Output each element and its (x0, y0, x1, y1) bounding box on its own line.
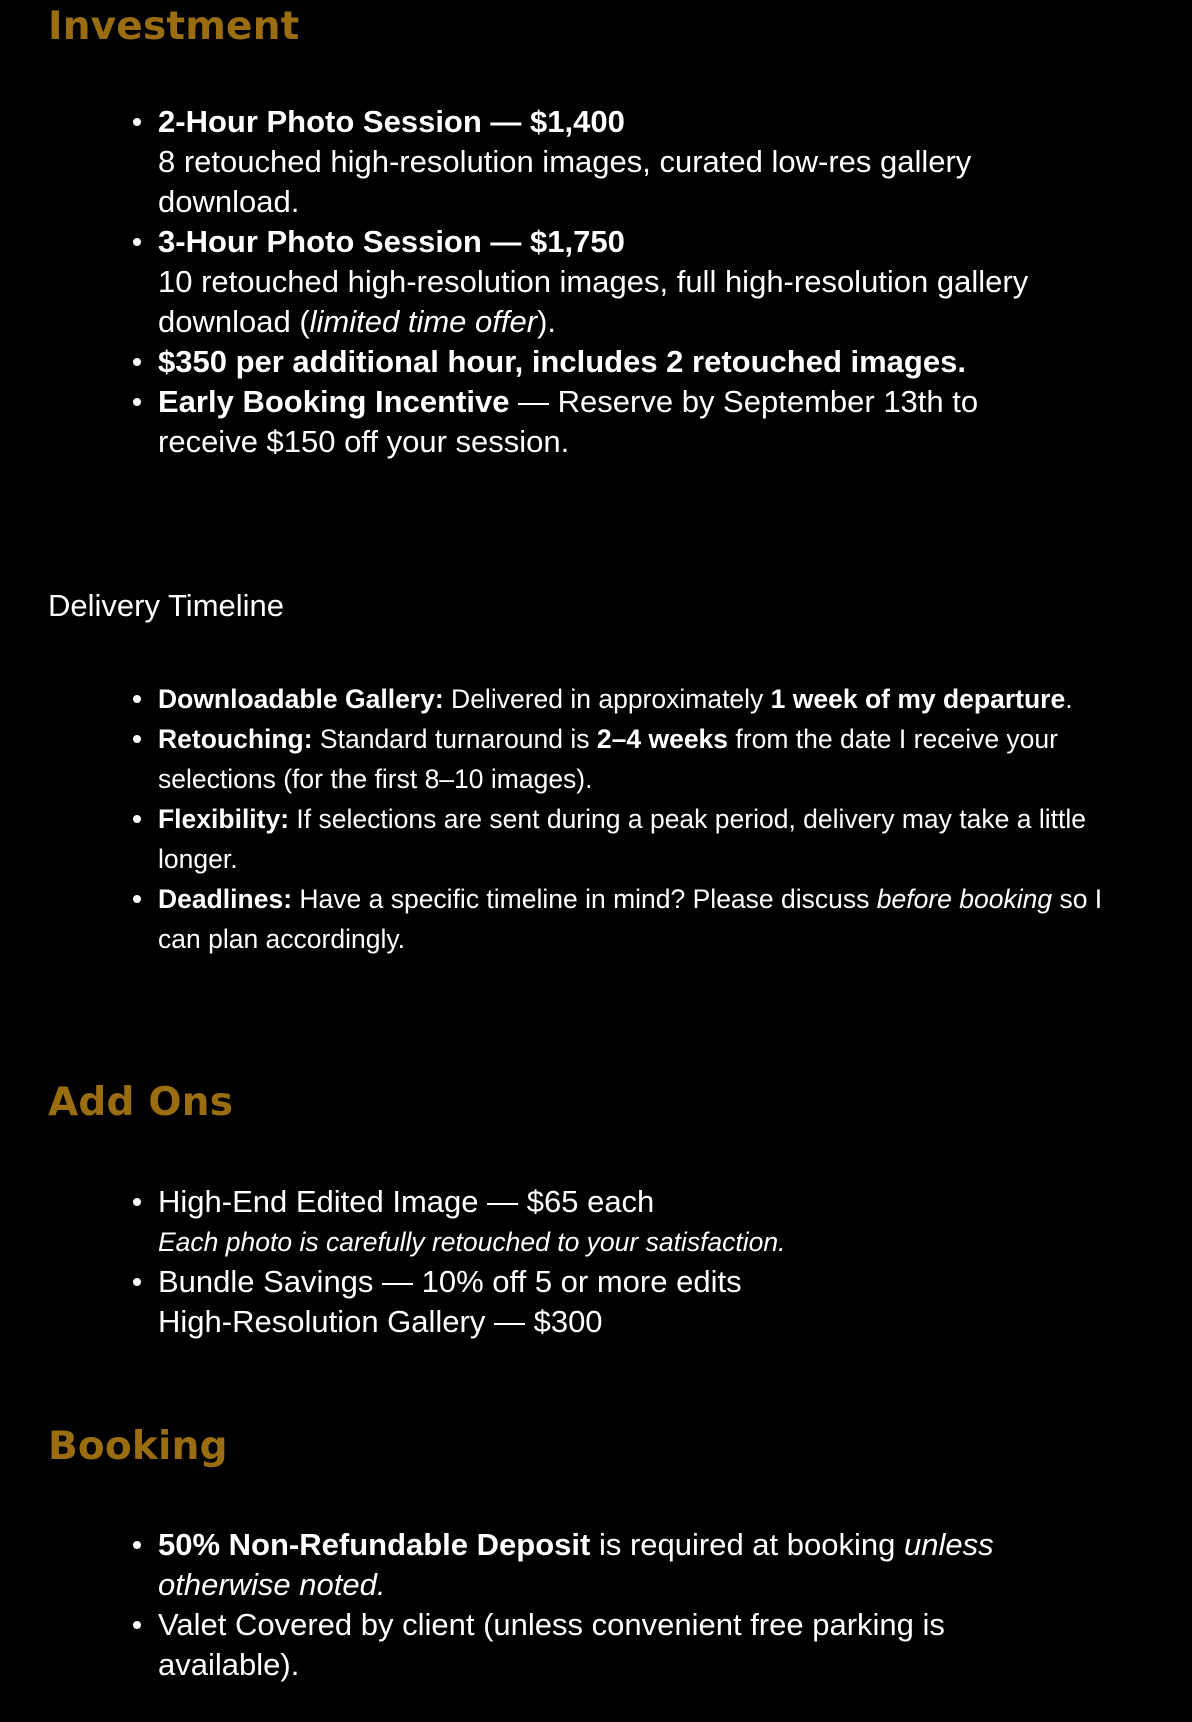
item-title: 3-Hour Photo Session — $1,750 (158, 224, 625, 259)
list-item: Downloadable Gallery: Delivered in approximately 1 week of my departure. (158, 679, 1108, 719)
limited-offer-note: limited time offer (309, 304, 538, 339)
list-item (158, 382, 1038, 462)
item-label: Flexibility: (158, 804, 290, 834)
item-description: 10 retouched high-resolution images, full high-resolution gallery download (limited time offer). (158, 264, 1029, 339)
list-item (158, 1262, 1038, 1342)
item-title: Early Booking Incentive (158, 384, 510, 419)
list-item (158, 342, 1038, 382)
list-item: Deadlines: Have a specific timeline in mind? Please discuss before booking so I can plan accordingly. (158, 879, 1108, 959)
list-item (158, 1182, 1038, 1262)
delivery-heading: Delivery Timeline (48, 588, 285, 623)
item-description: 8 retouched high-resolution images, curated low-res gallery download. (158, 144, 972, 219)
item-title: High-End Edited Image — $65 each (158, 1184, 655, 1219)
list-item (158, 102, 1038, 222)
delivery-list (158, 679, 1108, 959)
item-title: High-Resolution Gallery — $300 (158, 1304, 603, 1339)
item-label: Deadlines: (158, 884, 293, 914)
booking-list (158, 1525, 1038, 1685)
item-title: 2-Hour Photo Session — $1,400 (158, 104, 625, 139)
list-item (158, 222, 1038, 342)
item-title: 50% Non-Refundable Deposit (158, 1527, 591, 1562)
item-label: Retouching: (158, 724, 313, 754)
item-title: $350 per additional hour, includes 2 retouched images. (158, 344, 966, 379)
addons-heading: Add Ons (48, 1080, 234, 1125)
list-item (158, 1605, 1038, 1685)
list-item: 50% Non-Refundable Deposit is required at booking unless otherwise noted. (158, 1525, 1038, 1605)
item-description: Valet Covered by client (unless convenient free parking is available). (158, 1607, 945, 1682)
addons-list (158, 1182, 1038, 1342)
item-description: — Reserve by September 13th to receive $150 off your session. (158, 384, 979, 459)
item-label: Downloadable Gallery: (158, 684, 444, 714)
item-note: Each photo is carefully retouched to your satisfaction. (158, 1227, 786, 1257)
investment-heading: Investment (48, 4, 300, 49)
booking-heading: Booking (48, 1424, 228, 1469)
list-item: Flexibility: If selections are sent during a peak period, delivery may take a little longer. (158, 799, 1108, 879)
item-title: Bundle Savings — 10% off 5 or more edits (158, 1264, 742, 1299)
investment-list (158, 102, 1038, 462)
list-item: Retouching: Standard turnaround is 2–4 weeks from the date I receive your selections (for the first 8–10 images). (158, 719, 1108, 799)
